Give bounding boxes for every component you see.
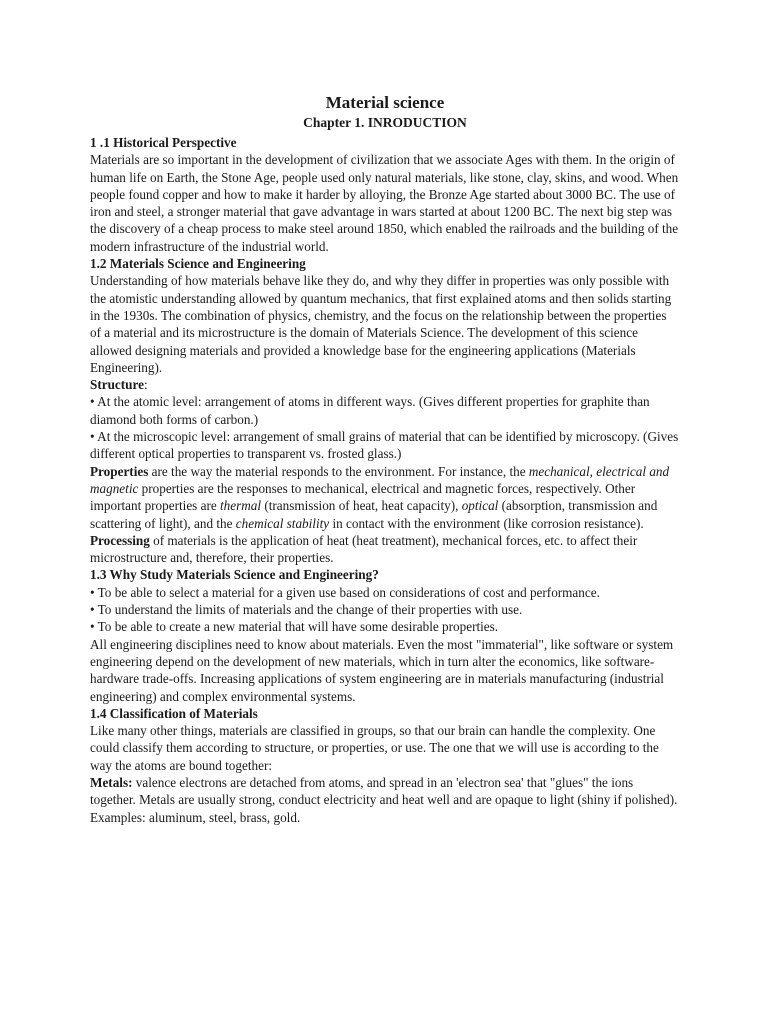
section-heading-1-2: 1.2 Materials Science and Engineering [90,256,306,272]
properties-text-2: properties are the responses to mechanical, electrical and magnetic forces, respectively. Other important properties are [90,480,636,514]
metals-label: Metals: [90,774,133,790]
metals-paragraph [90,774,680,826]
document-content [90,92,680,826]
section-text-1-4: Like many other things, materials are classified in groups, so that our brain can handle the complexity. One could classify them according to structure, or properties, or use. The one that we will use is according to the way the atoms are bound together: [90,723,659,773]
metals-text: valence electrons are detached from atoms, and spread in an 'electron sea' that "glues" the ions together. Metals are usually strong, conduct electricity and heat well and are opaque to light (shiny if polished). Examples: aluminum, steel, brass, gold. [90,774,678,825]
properties-text-4: (absorption, transmission and scattering of light), and the [90,498,658,531]
properties-text-1: are the way the material responds to the environment. For instance, the [148,463,529,479]
structure-line [90,376,680,393]
section-heading-1-3: 1.3 Why Study Materials Science and Engineering? [90,567,379,583]
section-text-1-2: Understanding of how materials behave like they do, and why they differ in properties was only possible with the atomistic understanding allowed by quantum mechanics, that first explained atoms and then solids starting in the 1930s. The combination of physics, chemistry, and the focus on the relationship between the properties of a material and its microstructure is the domain of Materials Science. The development of this science allowed designing materials and provided a knowledge base for the engineering applications (Materials Engineering). [90,273,672,375]
section-heading-1-4: 1.4 Classification of Materials [90,705,258,721]
processing-label: Processing [90,532,150,548]
why-bullet-create: • To be able to create a new material that will have some desirable properties. [90,619,499,635]
document-title: Material science [325,93,445,112]
properties-text-5: in contact with the environment (like corrosion resistance). [329,515,644,531]
properties-paragraph [90,463,680,532]
chapter-heading: Chapter 1. INRODUCTION [303,115,467,130]
why-bullet-select: • To be able to select a material for a given use based on considerations of cost and performance. [90,584,600,600]
why-bullet-limits: • To understand the limits of materials and the change of their properties with use. [90,602,523,618]
properties-label: Properties [90,463,149,479]
properties-italic-3: optical [461,498,499,514]
properties-text-3: (transmission of heat, heat capacity), [261,498,462,514]
structure-colon: : [143,377,148,393]
section-heading-1-1: 1 .1 Historical Perspective [90,135,237,150]
processing-paragraph [90,532,680,567]
processing-text: of materials is the application of heat (heat treatment), mechanical forces, etc. to affect their microstructure and, therefore, their properties. [90,532,638,566]
section-text-1-1: Materials are so important in the development of civilization that we associate Ages with them. In the origin of human life on Earth, the Stone Age, people used only natural materials, like stone, clay, skins, and wood. When people found copper and how to make it harder by alloying, the Bronze Age started about 3000 BC. The use of iron and steel, a stronger material that gave advantage in wars started at about 1200 BC. The next big step was the discovery of a cheap process to make steel around 1850, which enabled the railroads and the building of the modern infrastructure of the industrial world. [90,152,679,254]
properties-italic-2: thermal [220,498,262,514]
structure-bullet-microscopic: • At the microscopic level: arrangement of small grains of material that can be identified by microscopy. (Gives different optical properties to transparent vs. frosted glass.) [90,429,679,462]
properties-italic-1: mechanical, electrical and magnetic [90,463,670,496]
structure-bullet-atomic: • At the atomic level: arrangement of atoms in different ways. (Gives different properties for graphite than diamond both forms of carbon.) [90,394,650,427]
properties-italic-4: chemical stability [235,515,330,531]
structure-label: Structure [90,377,144,393]
section-text-1-3: All engineering disciplines need to know about materials. Even the most "immaterial", like software or system engineering depend on the development of new materials, which in turn alter the economics, like software-hardware trade-offs. Increasing applications of system engineering are in materials manufacturing (industrial engineering) and complex environmental systems. [90,636,674,704]
